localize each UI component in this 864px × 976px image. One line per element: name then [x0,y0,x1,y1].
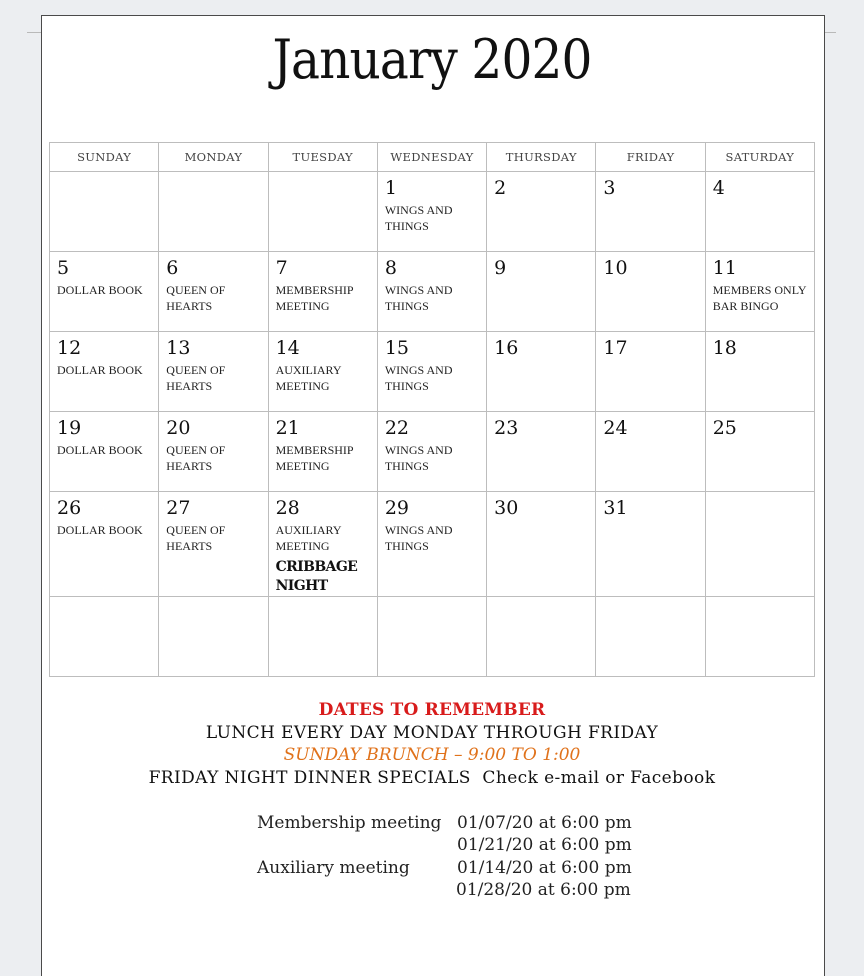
day-number: 15 [384,337,410,359]
page-corner-mark [27,32,41,33]
day-number: 29 [384,497,410,519]
meeting-label: Membership meeting [257,813,442,833]
day-cell [596,597,705,677]
event-label: AUXILIARY MEETING [275,363,342,393]
day-cell [159,172,268,252]
day-number: 28 [275,497,300,519]
day-number: 23 [494,417,519,439]
day-cell [705,252,814,332]
event-label: WINGS AND THINGS [384,443,453,473]
weekday-header: MONDAY [159,143,268,172]
day-cell [268,492,377,597]
event-label: WINGS AND THINGS [384,523,453,553]
day-number: 14 [275,337,300,359]
dates-to-remember [41,699,823,789]
event-label: MEMBERSHIP MEETING [275,443,354,473]
day-cell [596,172,705,252]
day-cell [159,412,268,492]
day-cell [377,597,486,677]
event-label: AUXILIARY MEETING [275,523,342,553]
meeting-row [257,834,657,856]
event-label: WINGS AND THINGS [384,363,453,393]
event-label: DOLLAR BOOK [57,523,143,537]
weekday-header: WEDNESDAY [377,143,486,172]
day-cell [268,412,377,492]
day-cell [487,252,596,332]
meeting-row [257,812,657,834]
event-label: WINGS AND THINGS [384,203,453,233]
day-number: 8 [384,257,397,279]
weekday-header: THURSDAY [487,143,596,172]
meetings-list [257,812,657,901]
weekday-header: SATURDAY [705,143,814,172]
day-number: 13 [166,337,191,359]
day-number: 19 [57,417,82,439]
week-row [50,252,815,332]
day-cell [487,172,596,252]
day-cell [377,492,486,597]
notes-lunch: LUNCH EVERY DAY MONDAY THROUGH FRIDAY [205,722,659,743]
day-cell [50,332,159,412]
day-number: 16 [494,337,519,359]
event-label: DOLLAR BOOK [57,283,143,297]
day-cell [268,597,377,677]
day-number: 5 [57,257,70,279]
day-cell [596,492,705,597]
day-number: 20 [166,417,191,439]
meeting-date: 01/07/20 at 6:00 pm [457,813,632,833]
day-number: 27 [166,497,191,519]
day-cell [268,172,377,252]
day-cell [50,492,159,597]
day-cell [159,597,268,677]
day-number: 17 [603,337,628,359]
day-cell [705,172,814,252]
day-cell [377,252,486,332]
weekday-header: TUESDAY [268,143,377,172]
weekday-header: FRIDAY [596,143,705,172]
meeting-date: 01/28/20 at 6:00 pm [456,879,631,900]
weekday-header-row [50,143,815,172]
day-cell [50,252,159,332]
meeting-date: 01/21/20 at 6:00 pm [457,835,632,856]
calendar-grid [49,142,815,677]
day-cell [377,172,486,252]
day-cell [268,252,377,332]
day-cell [596,332,705,412]
day-cell [159,492,268,597]
event-label: WINGS AND THINGS [384,283,453,313]
day-cell [705,597,814,677]
day-cell [50,172,159,252]
day-cell [487,597,596,677]
highlight-event-label: CRIBBAGE NIGHT [275,559,358,594]
meeting-row [257,857,657,879]
day-cell [596,412,705,492]
day-cell [159,332,268,412]
weekday-header: SUNDAY [50,143,159,172]
day-cell [159,252,268,332]
day-number: 30 [494,497,519,519]
day-cell [50,412,159,492]
meeting-label: Auxiliary meeting [257,857,410,878]
day-number: 2 [494,177,507,199]
day-number: 3 [603,177,616,199]
event-label: QUEEN OF HEARTS [166,523,226,553]
day-number: 25 [712,417,737,439]
day-number: 12 [57,337,82,359]
day-number: 4 [712,177,725,199]
week-row [50,332,815,412]
event-label: QUEEN OF HEARTS [166,283,226,313]
day-cell [268,332,377,412]
event-label: MEMBERSHIP MEETING [275,283,354,313]
day-cell [596,252,705,332]
week-row [50,412,815,492]
day-number: 24 [603,417,628,439]
day-number: 7 [275,257,288,279]
day-number: 26 [57,497,82,519]
day-cell [50,597,159,677]
event-label: MEMBERS ONLY BAR BINGO [712,283,807,313]
event-label: DOLLAR BOOK [57,443,143,457]
event-label: DOLLAR BOOK [57,363,143,377]
day-cell [705,412,814,492]
notes-friday: FRIDAY NIGHT DINNER SPECIALS Check e-mail or Facebook [148,767,716,788]
day-cell [487,332,596,412]
week-row [50,597,815,677]
meeting-date: 01/14/20 at 6:00 pm [457,857,632,878]
day-number: 1 [384,177,397,199]
day-number: 31 [603,497,628,519]
day-cell [705,332,814,412]
meeting-row [257,879,657,901]
day-number: 9 [494,257,507,279]
day-number: 11 [712,257,737,279]
day-cell [705,492,814,597]
day-number: 6 [166,257,179,279]
day-cell [487,412,596,492]
week-row [50,492,815,597]
day-number: 18 [712,337,737,359]
calendar-title: January 2020 [272,28,592,91]
week-row [50,172,815,252]
event-label: QUEEN OF HEARTS [166,443,226,473]
day-cell [377,412,486,492]
day-cell [377,332,486,412]
day-number: 22 [384,417,410,439]
day-number: 10 [603,257,628,279]
notes-brunch: SUNDAY BRUNCH – 9:00 TO 1:00 [283,745,581,765]
event-label: QUEEN OF HEARTS [166,363,226,393]
day-number: 21 [275,417,300,439]
notes-heading: DATES TO REMEMBER [318,700,546,720]
day-cell [487,492,596,597]
